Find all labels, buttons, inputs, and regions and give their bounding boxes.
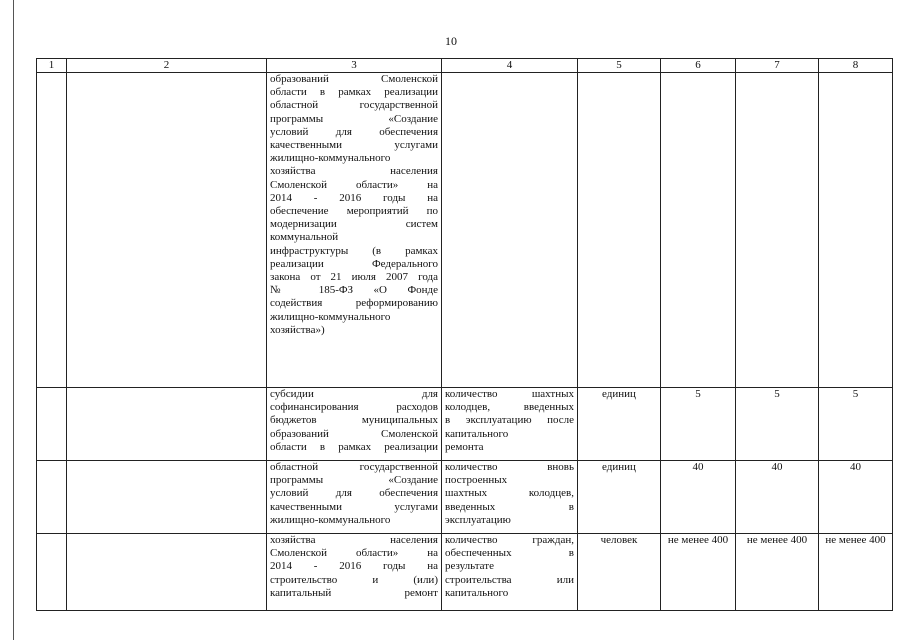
cell-line: построенных bbox=[445, 474, 508, 487]
cell-line: в эксплуатацию после bbox=[445, 414, 574, 427]
cell-unit: единиц bbox=[578, 388, 661, 461]
cell-line: строительство и (или) bbox=[270, 573, 438, 586]
cell-line: результате bbox=[445, 560, 494, 573]
cell-value-2016 bbox=[819, 73, 893, 388]
column-number: 2 bbox=[67, 59, 267, 73]
cell-line: количество вновь bbox=[445, 461, 574, 473]
cell-line: областной государственной bbox=[270, 99, 438, 112]
cell-value-2014 bbox=[661, 73, 736, 388]
cell-indicator bbox=[442, 461, 578, 534]
cell-value-2014: 5 bbox=[661, 388, 736, 461]
column-number: 6 bbox=[661, 59, 736, 73]
cell-unit: единиц bbox=[578, 461, 661, 534]
cell-description bbox=[267, 461, 442, 534]
cell-line: № 185-ФЗ «О Фонде bbox=[270, 284, 438, 297]
cell-unit bbox=[578, 73, 661, 388]
cell-line: Смоленской области» на bbox=[270, 547, 438, 560]
cell-line: жилищно-коммунального bbox=[270, 513, 391, 526]
cell-line: образований Смоленской bbox=[270, 427, 438, 440]
column-number: 8 bbox=[819, 59, 893, 73]
cell-description bbox=[267, 73, 442, 388]
cell-line: условий для обеспечения bbox=[270, 487, 438, 500]
cell-line: капитальный ремонт bbox=[270, 586, 438, 599]
cell-line: капитального bbox=[445, 427, 509, 440]
cell-col1 bbox=[37, 461, 67, 534]
cell-line: Смоленской области» на bbox=[270, 178, 438, 191]
cell-line: капитального bbox=[445, 586, 509, 599]
cell-description bbox=[267, 388, 442, 461]
cell-line: модернизации систем bbox=[270, 218, 438, 231]
cell-line: коммунальной bbox=[270, 231, 339, 244]
cell-line: хозяйства») bbox=[270, 323, 325, 336]
cell-line: бюджетов муниципальных bbox=[270, 414, 438, 427]
cell-line: содействия реформированию bbox=[270, 297, 438, 310]
cell-value-2014: 40 bbox=[661, 461, 736, 534]
cell-line: закона от 21 июля 2007 года bbox=[270, 271, 438, 284]
cell-line: обеспечение мероприятий по bbox=[270, 205, 438, 218]
cell-col2 bbox=[67, 388, 267, 461]
cell-line: шахтных колодцев, bbox=[445, 487, 574, 500]
cell-unit: человек bbox=[578, 534, 661, 611]
cell-value-2014: не менее 400 bbox=[661, 534, 736, 611]
cell-line: образований Смоленской bbox=[270, 73, 438, 85]
cell-line: жилищно-коммунального bbox=[270, 152, 391, 165]
column-number: 3 bbox=[267, 59, 442, 73]
cell-line: условий для обеспечения bbox=[270, 125, 438, 138]
column-number: 7 bbox=[736, 59, 819, 73]
column-number: 4 bbox=[442, 59, 578, 73]
cell-line: количество граждан, bbox=[445, 534, 574, 546]
column-number: 1 bbox=[37, 59, 67, 73]
cell-line: ремонта bbox=[445, 440, 484, 453]
cell-line: количество шахтных bbox=[445, 388, 574, 400]
cell-value-2016: 5 bbox=[819, 388, 893, 461]
cell-indicator bbox=[442, 534, 578, 611]
cell-line: 2014 - 2016 годы на bbox=[270, 560, 438, 573]
cell-description bbox=[267, 534, 442, 611]
cell-col2 bbox=[67, 534, 267, 611]
cell-line: программы «Создание bbox=[270, 474, 438, 487]
cell-line: введенных в bbox=[445, 500, 574, 513]
cell-value-2015: 40 bbox=[736, 461, 819, 534]
cell-col1 bbox=[37, 534, 67, 611]
cell-col1 bbox=[37, 388, 67, 461]
cell-line: эксплуатацию bbox=[445, 513, 511, 526]
cell-value-2016: 40 bbox=[819, 461, 893, 534]
cell-line: реализации Федерального bbox=[270, 257, 438, 270]
cell-line: хозяйства населения bbox=[270, 534, 438, 546]
cell-line: обеспеченных в bbox=[445, 547, 574, 560]
page-margin-rule bbox=[13, 0, 14, 640]
table-row bbox=[37, 388, 893, 461]
cell-line: программы «Создание bbox=[270, 112, 438, 125]
cell-value-2015 bbox=[736, 73, 819, 388]
cell-line: строительства или bbox=[445, 573, 574, 586]
cell-line: областной государственной bbox=[270, 461, 438, 473]
table-row bbox=[37, 461, 893, 534]
cell-indicator bbox=[442, 388, 578, 461]
cell-line: качественными услугами bbox=[270, 500, 438, 513]
cell-line: 2014 - 2016 годы на bbox=[270, 191, 438, 204]
cell-value-2015: 5 bbox=[736, 388, 819, 461]
column-number-row bbox=[37, 59, 893, 73]
cell-line: субсидии для bbox=[270, 388, 438, 400]
cell-col1 bbox=[37, 73, 67, 388]
cell-line: области в рамках реализации bbox=[270, 440, 438, 453]
cell-value-2016: не менее 400 bbox=[819, 534, 893, 611]
cell-indicator bbox=[442, 73, 578, 388]
cell-line: инфраструктуры (в рамках bbox=[270, 244, 438, 257]
cell-line: качественными услугами bbox=[270, 139, 438, 152]
cell-line: софинансирования расходов bbox=[270, 401, 438, 414]
indicators-table bbox=[36, 58, 893, 611]
cell-line: области в рамках реализации bbox=[270, 86, 438, 99]
table-body bbox=[37, 59, 893, 611]
column-number: 5 bbox=[578, 59, 661, 73]
cell-line: колодцев, введенных bbox=[445, 401, 574, 414]
page-number: 10 bbox=[445, 34, 457, 48]
cell-line: хозяйства населения bbox=[270, 165, 438, 178]
cell-value-2015: не менее 400 bbox=[736, 534, 819, 611]
cell-col2 bbox=[67, 73, 267, 388]
cell-line: жилищно-коммунального bbox=[270, 310, 391, 323]
table-row bbox=[37, 534, 893, 611]
table-row bbox=[37, 73, 893, 388]
cell-col2 bbox=[67, 461, 267, 534]
